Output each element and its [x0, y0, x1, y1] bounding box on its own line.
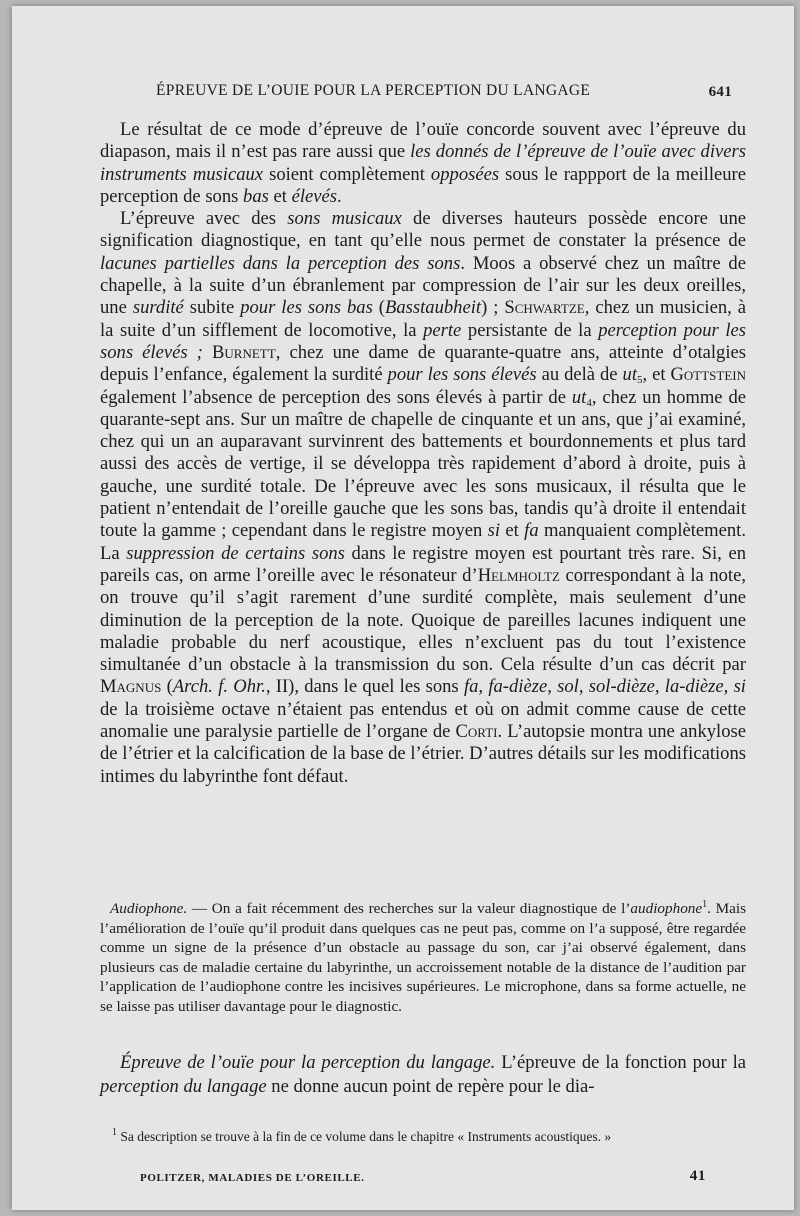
italic-run: Arch. f. Ohr. [172, 676, 266, 698]
text-run: , et [642, 364, 671, 386]
audiophone-note [100, 899, 746, 1017]
text-run: correspondant à la note, on trouve qu’il s’agit rarement d’une surdité complète, mais seulement d’une diminution de la perception de la note. Quoique de pareilles lacunes indiquent une maladie probable du nerf acoustique, elles n’excluent pas du tout l’existence simultanée d’un obstacle à la transmission du son. Cela résulte d’un cas décrit par [100, 564, 746, 676]
italic-run: les donnés de l’épreuve de l’ouïe avec divers instruments musicaux [100, 141, 746, 185]
section-heading: Épreuve de l’ouïe pour la perception du langage. [120, 1052, 496, 1073]
sheet-number: 41 [689, 1168, 706, 1184]
text-run: , chez un musicien, à la suite d’un sifflement de locomotive, la [100, 297, 747, 341]
footnote-text: Sa description se trouve à la fin de ce volume dans le chapitre « Instruments acoustiques. » [117, 1129, 612, 1144]
note-title: Audiophone. [110, 900, 188, 917]
italic-run: pour les sons élevés [387, 364, 537, 386]
italic-run: sons musicaux [287, 208, 402, 230]
text-run: persistante de la [461, 319, 599, 341]
text-run: . Moos a observé chez un maître de chapelle, à la suite d’un ébranlement par compression de l’air sur les deux oreilles, une [100, 252, 746, 319]
text-run: . Mais l’amélioration de l’ouïe qu’il produit dans quelques cas ne peut pas, comme on l’a supposé, être regardée comme un signe de la présence d’un obstacle au passage du son, car j’ai observé également, dans plusieurs cas de maladie certaine du labyrinthe, un accroissement notable de la distance de l’audition par l’application de l’audiophone contre les incisives supérieures. Le microphone, dans sa forme actuelle, ne se laisse pas utiliser davantage pour le diagnostic. [100, 900, 747, 1015]
text-run: ne donne aucun point de repère pour le dia- [266, 1076, 595, 1097]
italic-run: surdité [132, 297, 184, 319]
text-run: soient complètement [263, 163, 431, 185]
running-title: ÉPREUVE DE L’OUIE POUR LA PERCEPTION DU LANGAGE [156, 82, 591, 99]
text-run: et [500, 520, 525, 542]
author-name: Corti [455, 721, 498, 743]
footnote-paragraph [100, 1127, 746, 1146]
note-paragraph [100, 899, 746, 1017]
text-run: L’épreuve de la fonction pour la [495, 1052, 746, 1073]
author-name: Burnett [212, 341, 276, 363]
italic-run: pour les sons bas [240, 297, 373, 319]
subscript: 5 [636, 374, 643, 387]
text-run: subite [183, 297, 241, 319]
text-run: . L’autopsie montra une ankylose de l’étrier et la calcification de la base de l’étrier. D’autres détails sur les modifications intimes du labyrinthe font défaut. [100, 721, 746, 787]
text-run: ( [372, 297, 385, 319]
author-name: Helmholtz [477, 564, 560, 586]
text-run: de diverses hauteurs possède encore une signification diagnostique, en tant qu’elle nous permet de constater la présence de [100, 208, 746, 252]
book-page [12, 6, 794, 1210]
text-run: , chez un homme de quarante-sept ans. Sur un maître de chapelle de cinquante et un ans, que j’ai examiné, chez qui un an auparavant survinrent des battements et bourdonnements et plus tard aussi des accès de vertige, il se développa très rapidement d’abord à droite, puis à gauche, une surdité totale. De l’épreuve avec les sons musicaux, il résulta que le patient n’entendait de l’oreille gauche que les sons bas, tandis qu’à droite il entendait toute la gamme ; cependant dans le registre moyen [100, 386, 746, 542]
italic-run: élevés [291, 185, 338, 207]
text-run: dans le registre moyen est pourtant très rare. Si, en pareils cas, on arme l’oreille avec le résonateur d’ [100, 542, 746, 586]
italic-run: perception du langage [100, 1076, 267, 1097]
text-run: — On a fait récemment des recherches sur la valeur diagnostique de l’ [187, 900, 631, 917]
text-run: sous le rappport de la meilleure perception de sons [100, 163, 746, 207]
section-langage [100, 1051, 746, 1099]
page-number: 641 [708, 84, 732, 100]
text-run: , II), dans le quel les sons [265, 676, 464, 698]
text-run: également l’absence de perception des sons élevés à partir de [100, 386, 572, 408]
footnote [100, 1127, 746, 1146]
text-run: et [268, 185, 292, 207]
italic-run: fa, fa-dièze, sol, sol-dièze, la-dièze, si [463, 676, 746, 698]
italic-run: opposées [430, 163, 500, 185]
text-run: ) ; [481, 297, 505, 319]
text-run: manquaient complètement. La [100, 520, 746, 564]
author-name: Gottstein [670, 364, 746, 386]
italic-run: ut [622, 364, 637, 386]
text-run: ( [161, 676, 173, 698]
italic-run: fa [524, 520, 539, 542]
italic-run: ut [571, 386, 587, 408]
text-run [203, 342, 212, 363]
text-run: . [337, 185, 342, 207]
footnote-ref: 1 [702, 899, 708, 910]
text-run: , chez une dame de quarante-quatre ans, atteinte d’otalgies depuis l’enfance, également la surdité [100, 341, 747, 386]
italic-run: si [487, 520, 501, 542]
printer-signature: POLITZER, MALADIES DE L’OREILLE. [140, 1172, 365, 1184]
author-name: Magnus [100, 676, 162, 698]
paragraph-2 [100, 208, 746, 788]
text-run: L’épreuve avec des [120, 208, 288, 230]
footnote-number: 1 [112, 1127, 117, 1138]
subscript: 4 [586, 396, 592, 409]
text-run: de la troisième octave n’étaient pas entendus et où on admit comme cause de cette anomalie une paralysie partielle de l’organe de [100, 698, 746, 743]
italic-run: audiophone [630, 900, 703, 917]
text-run: Le résultat de ce mode d’épreuve de l’ouïe concorde souvent avec l’épreuve du diapason, mais il n’est pas rare aussi que [100, 119, 746, 163]
italic-run: bas [243, 185, 269, 207]
section-paragraph [100, 1051, 746, 1099]
italic-run: suppression de certains sons [126, 542, 345, 564]
main-text [100, 119, 746, 788]
text-run: au delà de [536, 364, 623, 386]
italic-run: Basstaubheit [385, 297, 482, 319]
paragraph-1 [100, 119, 746, 208]
italic-run: perte [423, 319, 462, 341]
author-name: Schwartze [504, 297, 585, 319]
italic-run: lacunes partielles dans la perception des sons [100, 252, 461, 274]
page-footer [140, 1168, 706, 1184]
italic-run: perception pour les sons élevés ; [100, 319, 746, 363]
